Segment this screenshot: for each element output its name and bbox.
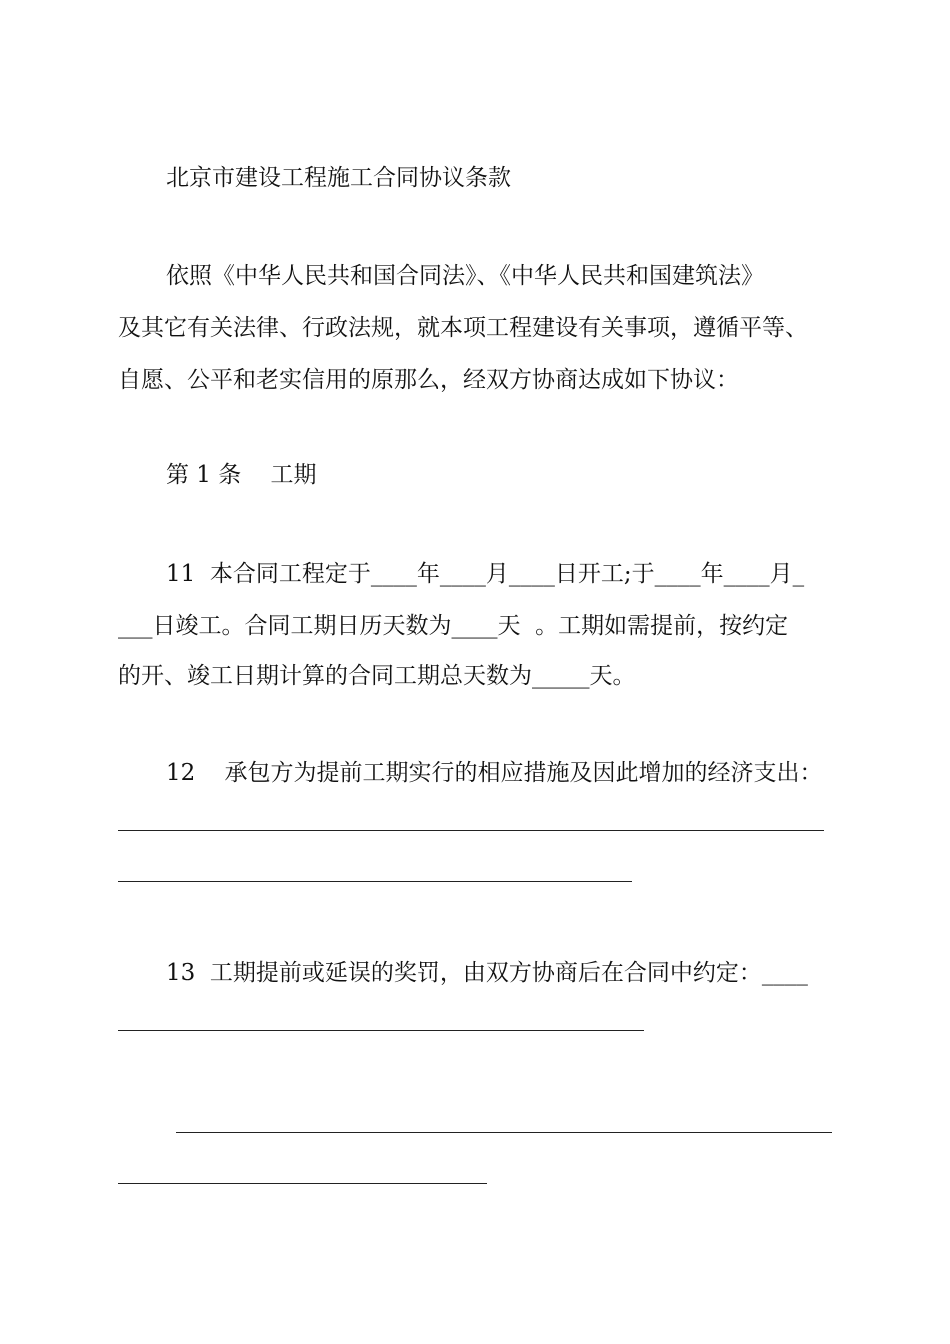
clause-1-2: 12 承包方为提前工期实行的相应措施及因此增加的经济支出： [166,760,823,786]
fill-in-blank-line [118,881,632,882]
preamble-line-3: 自愿、公平和老实信用的原那么，经双方协商达成如下协议： [118,367,739,393]
fill-in-blank-line [118,1030,644,1031]
fill-in-blank-line [176,1132,832,1133]
article-1-heading: 第 1 条 工期 [166,462,317,488]
fill-in-blank-line [118,830,824,831]
clause-1-1-line-2: ___日竣工。合同工期日历天数为____天 。工期如需提前，按约定 [118,613,789,639]
preamble-line-2: 及其它有关法律、行政法规，就本项工程建设有关事项，遵循平等、 [118,315,808,341]
clause-1-1-line-1: 11 本合同工程定于____年____月____日开工;于____年____月_ [166,561,805,587]
preamble-line-1: 依照《中华人民共和国合同法》、《中华人民共和国建筑法》 [166,263,764,289]
fill-in-blank-line [118,1183,487,1184]
clause-1-1-line-3: 的开、竣工日期计算的合同工期总天数为_____天。 [118,663,636,689]
clause-1-3: 13 工期提前或延误的奖罚，由双方协商后在合同中约定：____ [166,960,808,986]
document-title: 北京市建设工程施工合同协议条款 [166,165,511,191]
